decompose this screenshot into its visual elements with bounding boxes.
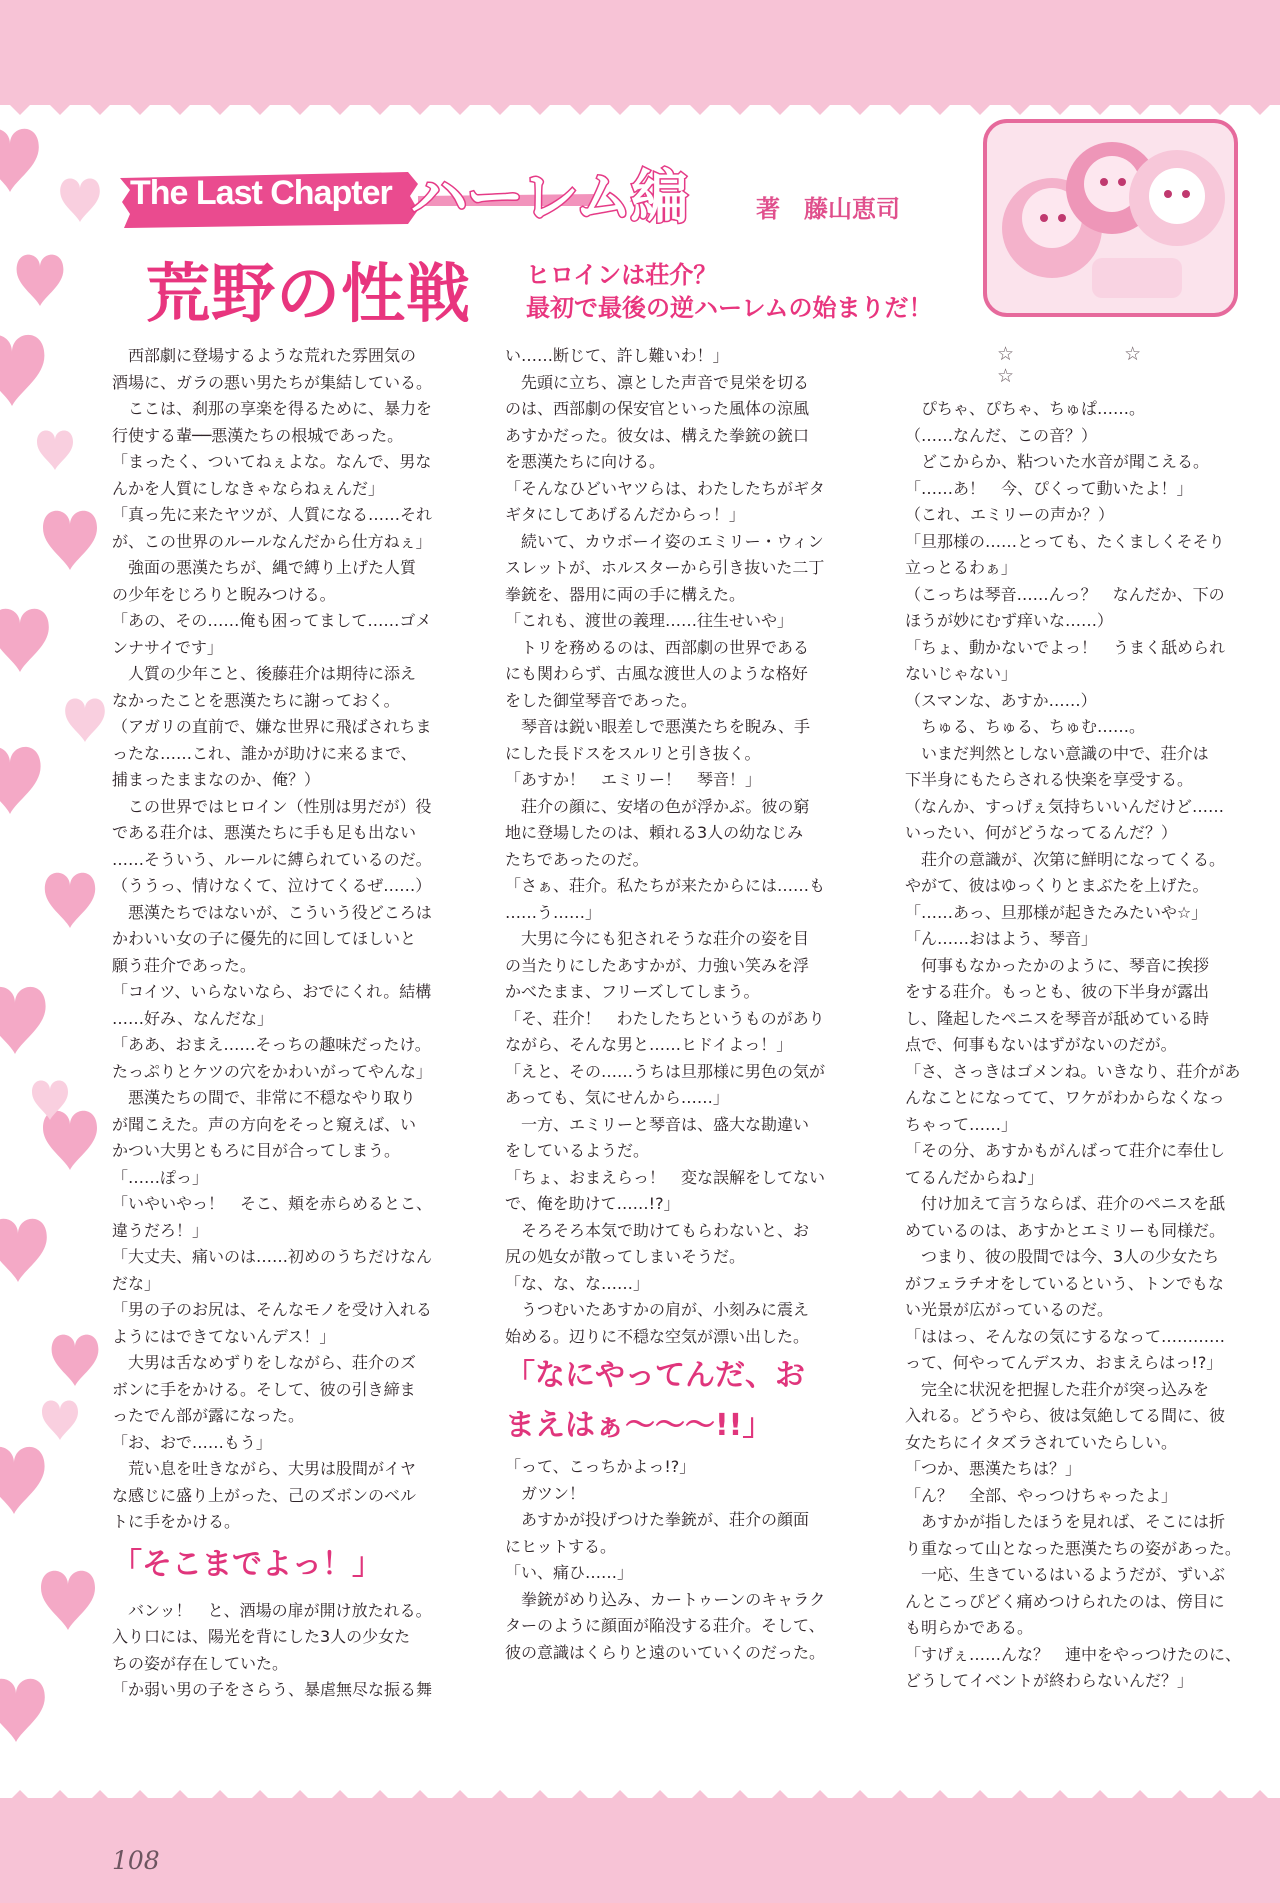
text-line: 「……あっ、旦那様が起きたみたいや☆」 [905,902,1208,922]
text-line: かわいい女の子に優先的に回してほしいと [112,929,417,948]
text-line: 点で、何事もないはずがないのだが。 [905,1035,1177,1054]
text-line: 「男の子のお尻は、そんなモノを受け入れる [112,1300,432,1319]
text-line: あすかだった。彼女は、構えた拳銃の銃口 [505,425,810,445]
text-line: んなことになってて、ワケがわからなくなっ [905,1088,1225,1107]
text-line: をする荘介。もっとも、彼の下半身が露出 [905,982,1210,1001]
text-line: なかったことを悪漢たちに謝っておく。 [112,690,400,710]
heart-icon [0,129,39,192]
text-line: たっぷりとケツの穴をかわいがってやんな」 [112,1061,432,1081]
emphasis-line: 「そこまでよっ！」 [112,1546,382,1582]
tagline-line: ヒロインは荘介？ [526,261,718,289]
text-line: 「な、な、な……」 [505,1273,650,1293]
text-line: をした御堂琴音であった。 [505,690,697,710]
text-line: あすかが指したほうを見れば、そこには折 [905,1512,1226,1531]
text-line: ボンに手をかける。そして、彼の引き締ま [112,1379,416,1399]
text-line: 始める。辺りに不穏な空気が漂い出した。 [505,1326,810,1346]
text-line: 「って、こっちかよっ!?」 [505,1457,696,1476]
bottom-zigzag-edge [0,1782,1280,1830]
text-line: 「あすか！ エミリー！ 琴音！」 [505,770,762,789]
text-line: ……う……」 [505,902,602,922]
text-line: ちゅる、ちゅる、ちゅむ……。 [905,717,1146,736]
heart-icon [41,1571,95,1630]
text-line: 琴音は鋭い眼差しで悪漢たちを睨み、手 [505,717,810,736]
heart-icon [0,609,49,672]
text-line: あっても、気にせんから……」 [505,1088,729,1107]
text-line: スレットが、ホルスターから引き抜いた二丁 [505,558,825,577]
text-line: 「そ、荘介！ わたしたちというものがあり [505,1008,825,1028]
heart-icon [0,1219,47,1282]
text-line: 「真っ先に来たヤツが、人質になる……それ [112,505,433,524]
text-line: いったい、何がどうなってるんだ？） [905,823,1178,842]
text-line: な感じに盛り上がった、己のズボンのベル [112,1485,417,1505]
text-line: 「……ぽっ」 [112,1167,209,1187]
text-line: 行使する輩──悪漢たちの根城であった。 [112,425,404,445]
text-line: （スマンな、あすか……） [905,690,1097,710]
text-line: 「……あ！ 今、ぴくって動いたよ！」 [905,478,1193,498]
text-line: が聞こえた。声の方向をそっと窺えば、い [112,1114,417,1134]
text-line: ……好み、なんだな」 [112,1008,273,1028]
text-line: 完全に状況を把握した荘介が突っ込みを [905,1379,1210,1399]
text-line: てるんだからね♪」 [905,1167,1044,1187]
heart-icon [0,987,46,1054]
text-line: 一応、生きているはいるようだが、ずいぶ [905,1565,1226,1584]
text-line: トリを務めるのは、西部劇の世界である [505,637,810,657]
text-column-1 [112,343,462,1704]
text-line: んとこっぴどく痛めつけられたのは、傍目に [905,1591,1225,1611]
text-line: 「ちょ、おまえらっ！ 変な誤解をしてない [505,1167,826,1187]
text-line: 「お、おで……もう」 [112,1432,272,1452]
text-line: 「さぁ、荘介。私たちが来たからには……も [505,876,826,895]
text-line: の少年をじろりと睨みつける。 [112,584,336,604]
text-line: が、この世界のルールなんだから仕方ねぇ」 [112,531,432,551]
text-line: である荘介は、悪漢たちに手も足も出ない [112,823,417,842]
story-title: 荒野の性戦 [146,258,471,332]
text-line: たちであったのだ。 [505,849,649,869]
text-line: 「ははっ、そんなの気にするなって………… [905,1326,1226,1346]
text-line: ターのように顔面が陥没する荘介。そして、 [505,1616,825,1635]
text-line: やがて、彼はゆっくりとまぶたを上げた。 [905,876,1209,895]
text-line: 「ん？ 全部、やっつけちゃったよ」 [905,1485,1178,1505]
text-line: 続いて、カウボーイ姿のエミリー・ウィン [505,531,824,551]
text-line: 「その分、あすかもがんばって荘介に奉仕し [905,1141,1226,1160]
text-line [905,343,1255,370]
text-line: 拳銃を、器用に両の手に構えた。 [505,584,746,604]
text-line: いまだ判然としない意識の中で、荘介は [905,743,1209,763]
emphasis-line: 「なにやってんだ、お [505,1358,805,1393]
character-illustration [982,118,1239,318]
text-line: で、俺を助けて……!?」 [505,1194,680,1213]
text-line: そろそろ本気で助けてもらわないと、お [505,1220,810,1240]
text-line: 「つか、悪漢たちは？」 [905,1459,1082,1478]
text-line: ……そういう、ルールに縛られているのだ。 [112,849,432,869]
text-line: 尻の処女が散ってしまいそうだ。 [505,1247,746,1266]
text-column-3 [905,343,1255,1695]
text-line: にした長ドスをスルリと引き抜く。 [505,743,761,763]
heart-icon [17,255,64,306]
text-line: 「あの、その……俺も困ってまして……ゴメ [112,611,432,630]
section-break-stars: ☆ ☆ ☆ [997,343,1194,387]
text-line: ぴちゃ、ぴちゃ、ちゅぱ……。 [905,399,1146,418]
text-line: 彼の意識はくらりと遠のいていくのだった。 [505,1642,826,1662]
text-line: どうしてイベントが終わらないんだ？」 [905,1671,1194,1690]
text-line: し、隆起したペニスを琴音が舐めている時 [905,1008,1210,1028]
text-line: ギタにしてあげるんだからっ！」 [505,505,745,524]
text-line: も明らかである。 [905,1618,1034,1637]
page-number: 108 [112,1846,160,1875]
text-line: ここは、刹那の享楽を得るために、暴力を [112,399,433,418]
text-line: い……断じて、許し難いわ！」 [505,346,729,365]
text-line: の当たりにしたあすかが、力強い笑みを浮 [505,955,810,975]
text-line: 下半身にもたらされる快楽を享受する。 [905,770,1194,789]
text-line: 大男は舌なめずりをしながら、荘介のズ [112,1353,417,1372]
heart-icon [52,1335,99,1386]
text-line: めているのは、あすかとエミリーも同様だ。 [905,1220,1226,1240]
chapter-label: The Last Chapter [130,174,392,212]
tagline-line: 最初で最後の逆ハーレムの始まりだ！ [526,294,933,322]
heart-icon [0,335,44,406]
text-line: ったでん部が露になった。 [112,1406,305,1425]
text-line: かつい大男ともろに目が合ってしまう。 [112,1141,401,1160]
text-line: 付け加えて言うならば、荘介のペニスを舐 [905,1194,1226,1213]
text-line: ないじゃない」 [905,664,1018,683]
text-line: つまり、彼の股間では今、3人の少女たち [905,1247,1220,1266]
text-line: 拳銃がめり込み、カートゥーンのキャラク [505,1589,826,1609]
text-line: 「大丈夫、痛いのは……初めのうちだけなん [112,1247,433,1266]
text-line: って、何やってんデスカ、おまえらはっ!?」 [905,1353,1223,1372]
heart-icon [43,1111,97,1170]
text-line: ほうが妙にむず痒いな……） [905,611,1114,630]
text-line: 荘介の意識が、次第に鮮明になってくる。 [905,849,1226,869]
text-line: どこからか、粘ついた水音が聞こえる。 [905,452,1210,471]
text-line: にも関わらず、古風な渡世人のような格好 [505,664,808,683]
text-line: ったな……これ、誰かが助けに来るまで、 [112,743,417,763]
text-line: （なんか、すっげぇ気持ちいいんだけど…… [905,796,1225,816]
text-column-2 [505,343,855,1666]
text-line: 「い、痛ひ……」 [505,1563,634,1582]
text-line: 地に登場したのは、頼れる3人の幼なじみ [505,823,804,842]
text-line: 「そんなひどいヤツらは、わたしたちがギタ [505,478,825,498]
text-line: 悪漢たちの間で、非常に不穏なやり取り [112,1088,416,1107]
text-line: （……なんだ、この音？） [905,425,1098,445]
text-line: 酒場に、ガラの悪い男たちが集結している。 [112,372,433,392]
text-line: 荘介の顔に、安堵の色が浮かぶ。彼の窮 [505,796,810,816]
text-line: 捕まったままなのか、俺？） [112,770,321,789]
text-line: かべたまま、フリーズしてしまう。 [505,982,760,1001]
text-line: を悪漢たちに向ける。 [505,452,666,471]
text-line: この世界ではヒロイン（性別は男だが）役 [112,796,432,816]
text-line: 女たちにイタズラされていたらしい。 [905,1432,1178,1452]
text-line: ンナサイです」 [112,637,223,657]
text-line: にヒットする。 [505,1536,617,1556]
text-line: あすかが投げつけた拳銃が、荘介の顔面 [505,1510,810,1529]
text-line: 「コイツ、いらないなら、おでにくれ。結構 [112,982,432,1001]
top-zigzag-edge [0,75,1280,123]
text-line: うつむいたあすかの肩が、小刻みに震え [505,1300,810,1319]
text-line: のは、西部劇の保安官といった風体の涼風 [505,399,810,418]
text-line: 「ああ、おまえ……そっちの趣味だったけ。 [112,1035,431,1054]
text-line: 荒い息を吐きながら、大男は股間がイヤ [112,1459,417,1478]
text-line: 強面の悪漢たちが、縄で縛り上げた人質 [112,558,417,577]
text-line: ようにはできてないんデス！」 [112,1326,336,1346]
text-line: だな」 [112,1273,161,1293]
heart-decoration-column [0,120,110,1780]
author-credit: 著 藤山恵司 [756,195,900,223]
text-line: 「すげぇ……んな？ 連中をやっつけたのに、 [905,1644,1242,1664]
heart-icon [0,1447,45,1514]
text-line: トに手をかける。 [112,1512,241,1531]
heart-icon [45,873,95,928]
text-line: がフェラチオをしているという、トンでもな [905,1273,1224,1293]
text-line: をしているようだ。 [505,1141,650,1160]
text-line: 立っとるわぁ」 [905,558,1017,577]
text-line: 一方、エミリーと琴音は、盛大な勘違い [505,1114,810,1134]
text-line: 「ちょ、動かないでよっ！ うまく舐められ [905,637,1226,657]
text-line: 「いやいやっ！ そこ、頬を赤らめるとこ、 [112,1194,433,1213]
emphasis-line: まえはぁ～～～!!」 [505,1408,773,1443]
text-line: バンッ！ と、酒場の扉が開け放たれる。 [112,1600,432,1620]
heart-icon [0,747,41,814]
text-line: 違うだろ！」 [112,1220,209,1240]
text-line: （アガリの直前で、嫌な世界に飛ばされちま [112,717,432,736]
text-line: ちの姿が存在していた。 [112,1653,289,1673]
text-line: （ううっ、情けなくて、泣けてくるぜ……） [112,876,432,895]
text-line: 「旦那様の……とっても、たくましくそそり [905,531,1225,551]
text-line: い光景が広がっているのだ。 [905,1300,1114,1319]
text-line: 「さ、さっきはゴメンね。いきなり、荘介があ [905,1061,1241,1081]
text-line: んかを人質にしなきゃならねぇんだ」 [112,478,385,498]
text-line: ながら、そんな男と……ヒドイよっ！」 [505,1035,793,1054]
text-line: （こっちは琴音……んっ？ なんだか、下の [905,584,1225,604]
text-line: 大男に今にも犯されそうな荘介の姿を目 [505,929,810,948]
text-line: 人質の少年こと、後藤荘介は期待に添え [112,664,417,683]
text-line: （これ、エミリーの声か？） [905,505,1114,524]
text-line: り重なって山となった悪漢たちの姿があった。 [905,1538,1241,1558]
text-line: 「これも、渡世の義理……往生せいや」 [505,611,794,630]
text-line [905,370,1255,397]
text-line: ガツン！ [505,1483,586,1503]
text-line: 「か弱い男の子をさらう、暴虐無尽な振る舞 [112,1680,433,1699]
text-line: 「えと、その……うちは旦那様に男色の気が [505,1061,826,1081]
text-line: 悪漢たちではないが、こういう役どころは [112,902,432,922]
text-line: 入り口には、陽光を背にした3人の少女た [112,1627,411,1646]
text-line: 願う荘介であった。 [112,955,256,975]
text-line: 西部劇に登場するような荒れた雰囲気の [112,346,417,365]
text-line: 入れる。どうやら、彼は気絶してる間に、彼 [905,1406,1226,1425]
tagline [526,259,933,325]
text-line: ちゃって……」 [905,1114,1018,1134]
chapter-title: ハーレム編 [410,163,687,231]
heart-icon [0,1679,45,1742]
text-line: 「まったく、ついてねぇよな。なんで、男な [112,452,432,471]
text-line: 「ん……おはよう、琴音」 [905,929,1098,948]
text-line: 何事もなかったかのように、琴音に挨拶 [905,955,1210,975]
heart-icon [43,511,97,570]
text-line: 先頭に立ち、凛とした声音で見栄を切る [505,372,810,392]
